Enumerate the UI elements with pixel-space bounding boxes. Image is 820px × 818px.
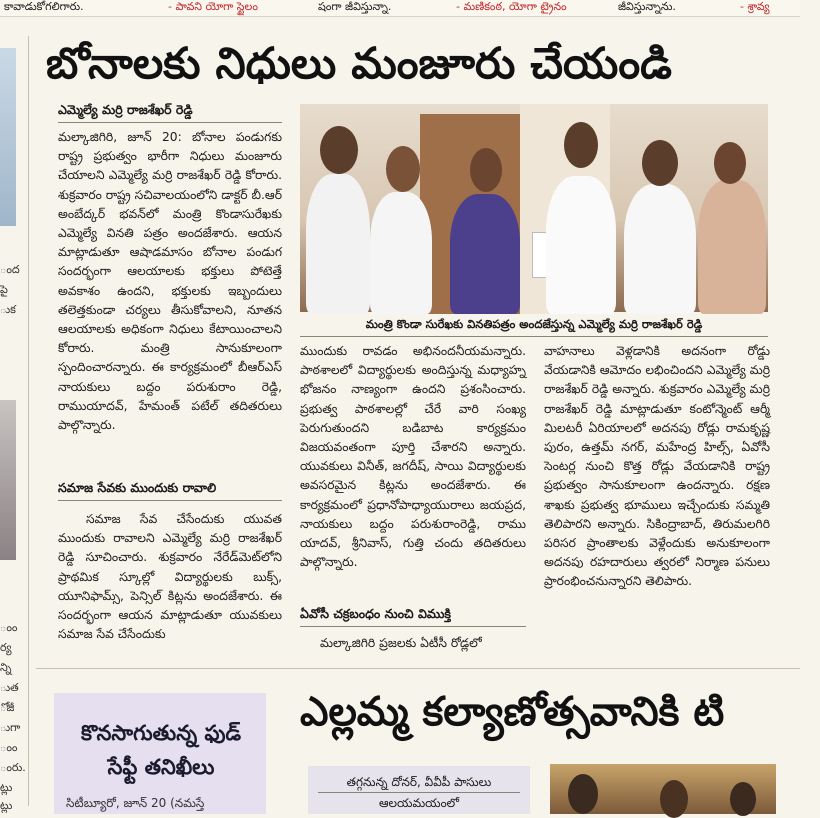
left-fragment: పై bbox=[0, 283, 8, 296]
previous-article-strip bbox=[0, 0, 800, 17]
sidebar-box-title: కొనసాగుతున్న ఫుడ్ సేఫ్టీ తనిఖీలు bbox=[81, 721, 241, 779]
left-fragment: ంం bbox=[0, 741, 18, 754]
left-fragment: ుత bbox=[0, 681, 19, 694]
left-fragment: ుగా bbox=[0, 721, 21, 734]
left-column-photo-2 bbox=[0, 400, 16, 560]
strip-text-2: షంగా జీవిస్తున్నా. bbox=[318, 0, 392, 13]
left-fragment: ర్య bbox=[0, 641, 12, 654]
article-column-1b bbox=[58, 510, 282, 660]
article-column-3 bbox=[544, 342, 770, 658]
photo-caption: మంత్రి కొండా సురేఖకు వినతిపత్రం అందజేస్తున్న ఎమ్మెల్యే మర్రి రాజశేఖర్ రెడ్డి bbox=[300, 312, 768, 337]
left-fragment: న్ని bbox=[0, 661, 12, 674]
body-paragraph: మల్కాజిగిరి, జూన్ 20: బోనాల పండుగకు రాష్ట్ర ప్రభుత్వం భారీగా నిధులు మంజూరు చేయాలని ఎమ్మెల్యే మర్రి రాజశేఖర్ రెడ్డి కోరారు. శుక్రవారం రాష్ట్ర సచివాలయంలోని డాక్టర్ బీ.ఆర్ అంబేద్కర్ భవన్‌లో మంత్రి కొండాసురేఖకు ఎమ్మెల్యే వినతి పత్రం అందజేశారు. ఆయన మాట్లాడుతూ ఆషాడమాసం బోనాల పండుగ సందర్భంగా ఆలయాలకు భక్తులు పోటెత్తే అవకాశం ఉందని, భక్తులకు ఇబ్బందులు తలెత్తకుండా చర్యలు తీసుకోవాలని, నూతన ఆలయాలకు అధికంగా నిధులు కేటాయించాలని కోరారు. మంత్రి సానుకూలంగా స్పందించారన్నారు. ఈ కార్యక్రమంలో బీఆర్ఎస్ నాయకులు బద్దం పరుశురాం రెడ్డి, రాముయాదవ్, హేమంత్ పటేల్ తదితరులు పాల్గొన్నారు. bbox=[58, 130, 282, 433]
strip-credit-1: - పావని యోగా స్టైలం bbox=[168, 0, 258, 13]
article-byline: ఎమ్మెల్యే మర్రి రాజశేఖర్ రెడ్డి bbox=[58, 100, 282, 123]
sidebar-box-text: సిటీబ్యూరో, జూన్ 20 (నమస్తే bbox=[66, 796, 205, 810]
body-paragraph: మల్కాజిగిరి ప్రజలకు ఏటీసీ రోడ్లలో bbox=[320, 636, 482, 650]
left-fragment: ంద bbox=[0, 263, 20, 276]
article-column-2b bbox=[300, 634, 526, 656]
column-divider bbox=[28, 36, 29, 806]
left-fragment: ట్లు bbox=[0, 799, 13, 812]
strip-text-1: కావాడుకోగలిగారు. bbox=[4, 0, 84, 13]
subheading-social-service: సమాజ సేవకు ముందుకు రావాలి bbox=[58, 478, 282, 501]
second-article-photo bbox=[550, 764, 776, 814]
article-photo bbox=[300, 104, 768, 312]
article-column-1 bbox=[58, 128, 282, 469]
strip-text-3: జీవిస్తున్నాను. bbox=[618, 0, 676, 13]
strip-credit-3: - శ్రావ్య bbox=[740, 0, 770, 13]
left-column-photo bbox=[0, 48, 16, 226]
second-subhead-line2: ఆలయమయంలో bbox=[378, 796, 460, 810]
body-paragraph: సమాజ సేవ చేసేందుకు యువత ముందుకు రావాలని ఎమ్మెల్యే మర్రి రాజశేఖర్ రెడ్డి సూచించారు. శుక్రవారం నేరేడ్‌మెట్‌లోని ప్రాథమిక స్కూల్లో విద్యార్థులకు బుక్స్, యూనిఫామ్స్, పెన్సిల్ కిట్లను అందజేశారు. ఈ సందర్భంగా ఆయన మాట్లాడుతూ యువకులు సమాజ సేవ చేసేందుకు bbox=[58, 512, 282, 642]
article-headline: బోనాలకు నిధులు మంజూరు చేయండి bbox=[46, 39, 672, 89]
second-subhead-line1: తగ్గనున్న దోనర్, వీవీపీ పాసులు bbox=[318, 772, 520, 793]
left-fragment: ట్లు bbox=[0, 781, 13, 794]
body-paragraph: ముందుకు రావడం అభినందనీయమన్నారు. పాఠశాలలో విద్యార్థులకు అందిస్తున్న మధ్యాహ్న భోజనం నాణ్యంగా ఉందని ప్రశంసించారు. ప్రభుత్వ పాఠశాలల్లో చేరే వారి సంఖ్య పెరుగుతుందని బడిబాట కార్యక్రమం విజయవంతంగా పూర్తి చేశారని అన్నారు. యువకులు వినీత్, జగదీష్, సాయి విద్యార్థులకు అవసరమైన కిట్లను అందజేశారు. ఈ కార్యక్రమంలో ప్రధానోపాధ్యాయురాలు జయప్రద, నాయకులు బద్దం పరుశురాంరెడ్డి, రాము యాదవ్, శ్రీనివాస్, గుత్తి చందు తదితరులు పాల్గొన్నారు. bbox=[300, 344, 526, 570]
strip-credit-2: - మణికంఠ, యోగా ట్రైనం bbox=[456, 0, 567, 13]
left-fragment: ుక bbox=[0, 303, 16, 316]
article-column-2 bbox=[300, 342, 526, 604]
second-subhead-box bbox=[308, 766, 530, 814]
left-fragment: ంరు. bbox=[0, 761, 26, 774]
subheading-aoc: ఏవోసీ చక్రబంధం నుంచి విముక్తి bbox=[300, 604, 526, 627]
body-paragraph: వాహనాలు వెళ్లడానికి అదనంగా రోడ్డు వేయడానికి ఆమోదం లభించిందని ఎమ్మెల్యే మర్రి రాజశేఖర్ రెడ్డి అన్నారు. శుక్రవారం ఎమ్మెల్యే మర్రి రాజశేఖర్ రెడ్డి మాట్లాడుతూ కంటోన్మెంట్ ఆర్మీ మిలటరీ ఏరియాలలో అదనపు రోడ్లు రామకృష్ణ పురం, ఉత్తమ్ నగర్, మహేంద్ర హిల్స్, ఏవోసీ సెంటర్ల నుంచి కొత్త రోడ్లు వేయడానికి రాష్ట్ర ప్రభుత్వం సానుకూలంగా ఉందన్నారు. రక్షణ శాఖకు ప్రభుత్వ భూములు ఇచ్చేందుకు సమ్మతి తెలిపారని అన్నారు. సికింద్రాబాద్, తిరుమలగిరి పరిసర ప్రాంతాలకు వెళ్లేందుకు అనుకూలంగా అదనపు రహదారులు త్వరలో నిర్మాణ పనులు ప్రారంభించనున్నారని తెలిపారు. bbox=[544, 344, 770, 589]
left-fragment: ోజీ bbox=[0, 701, 15, 714]
second-headline: ఎల్లమ్మ కల్యాణోత్సవానికి టి bbox=[300, 689, 725, 735]
section-divider bbox=[36, 668, 800, 669]
left-fragment: ంం bbox=[0, 621, 18, 634]
